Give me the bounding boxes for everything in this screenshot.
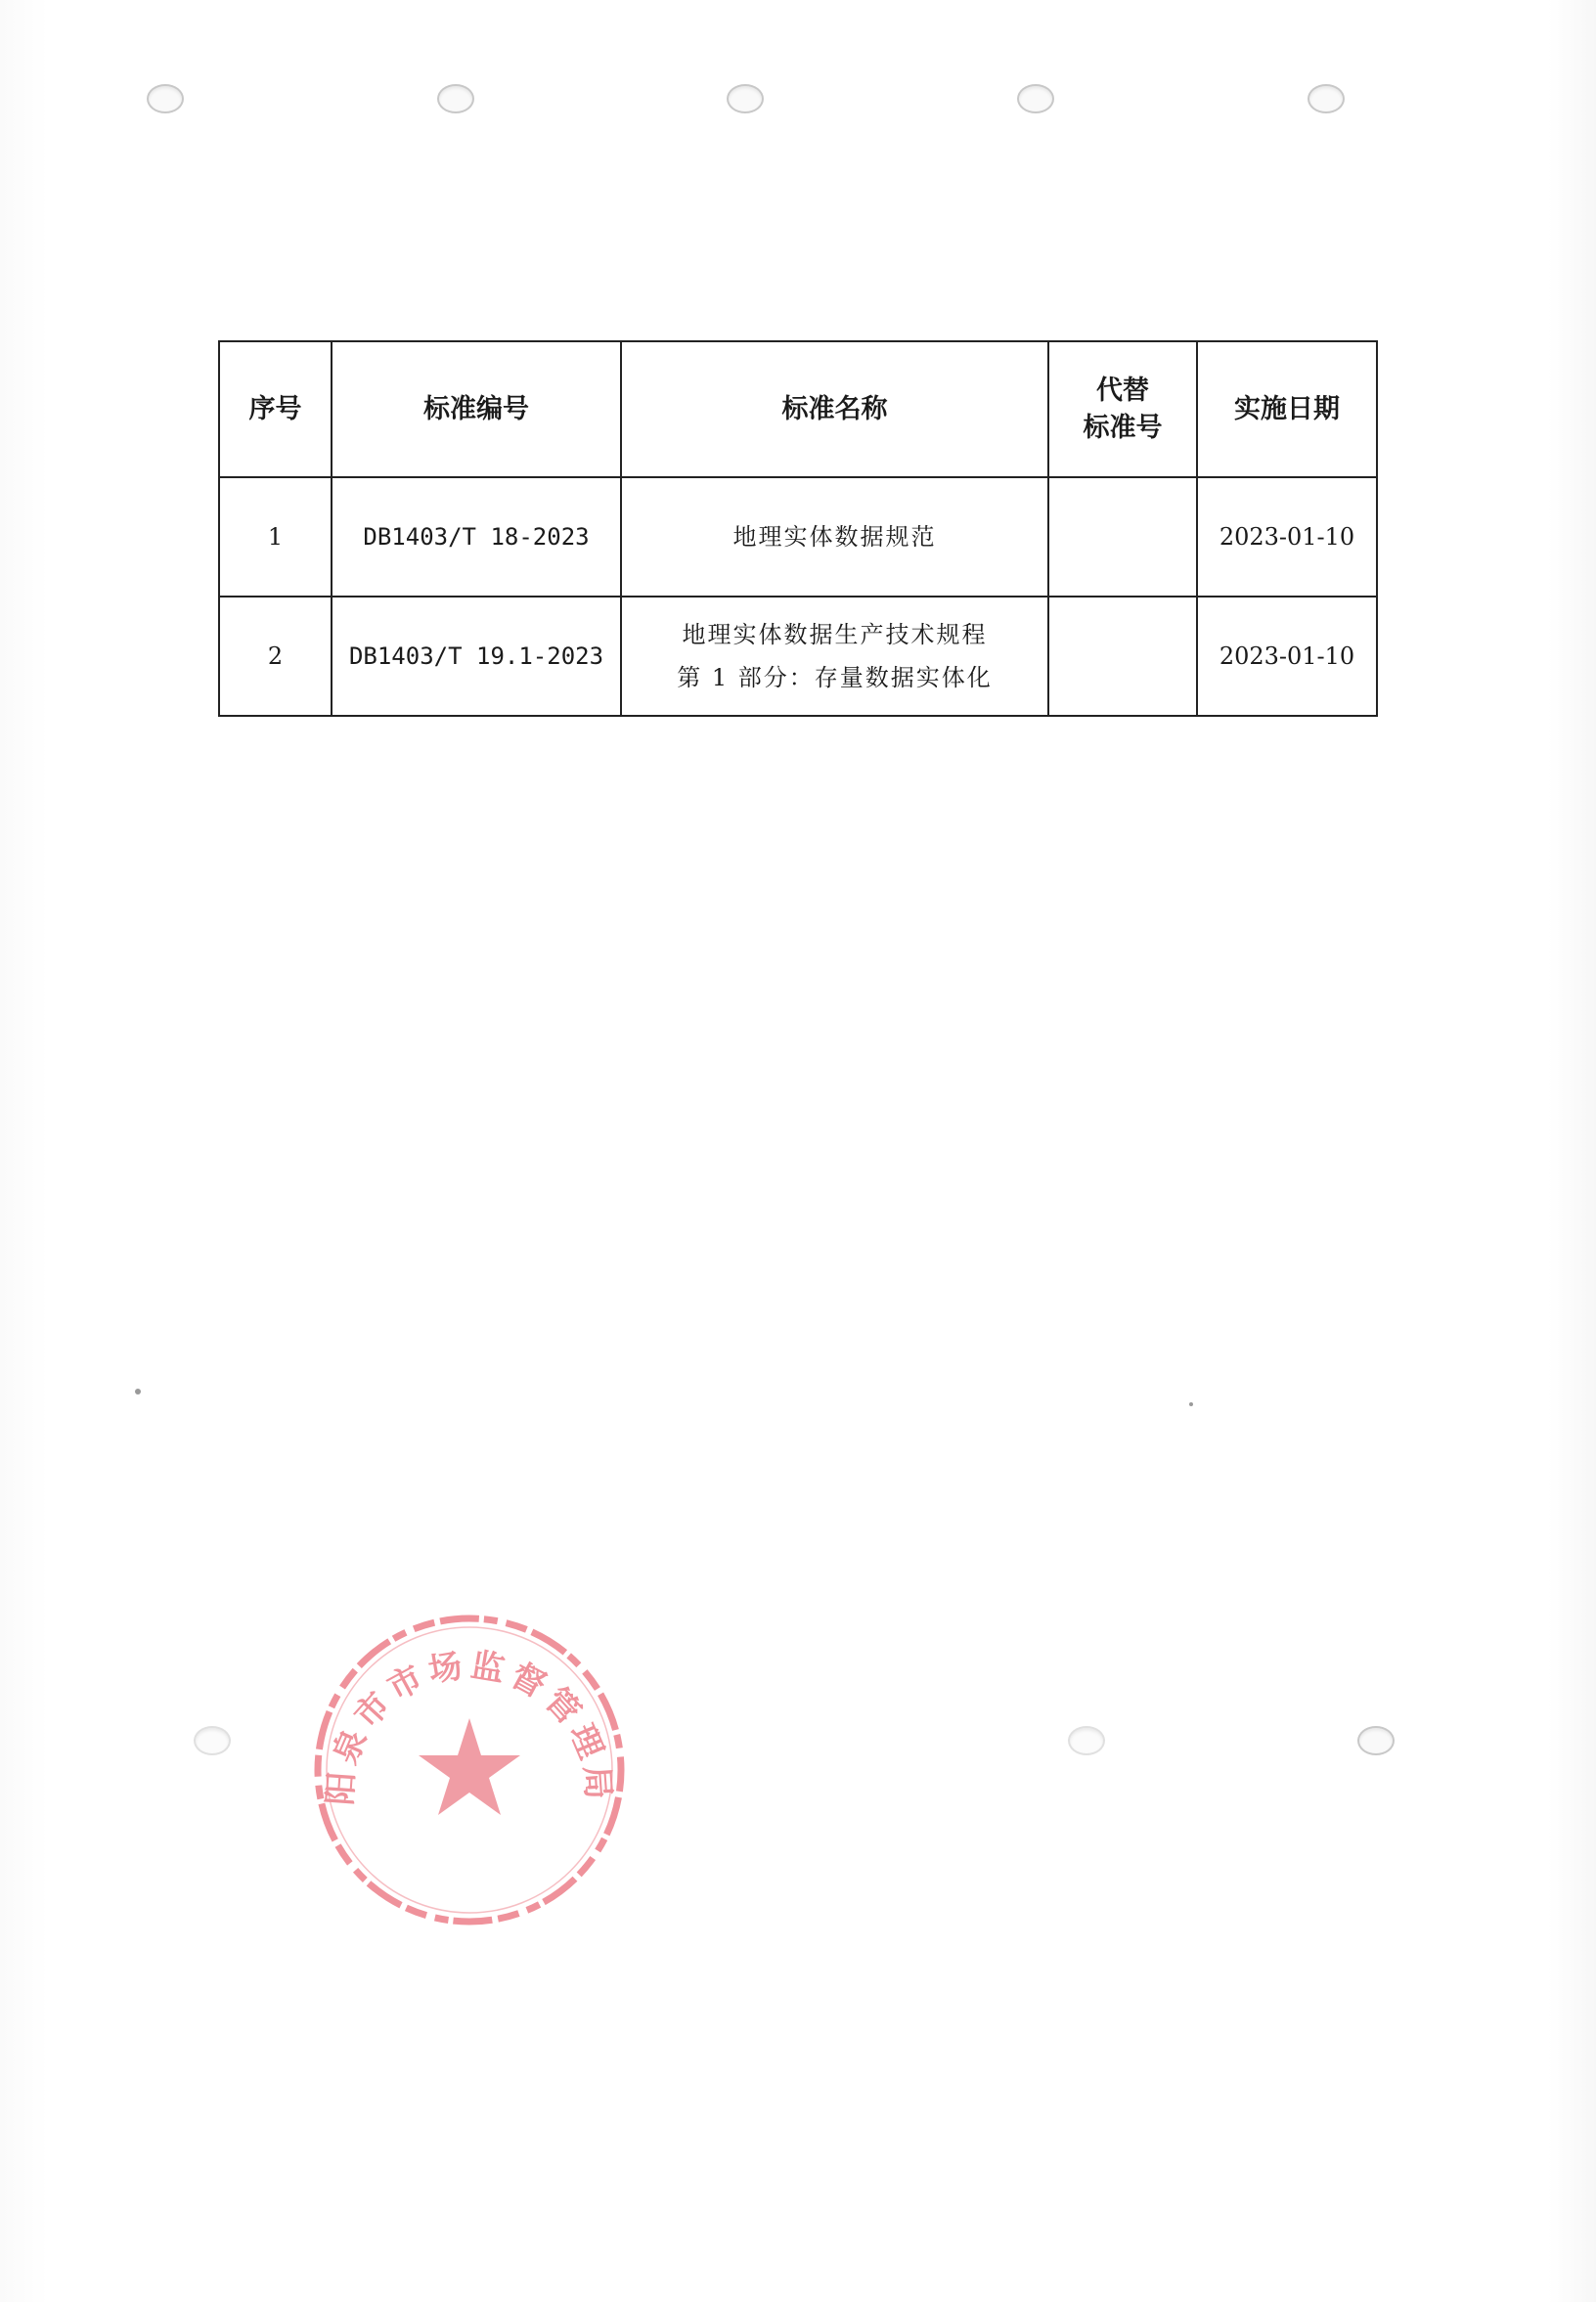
header-seq: 序号 <box>219 341 332 477</box>
header-replaced <box>1048 341 1197 477</box>
punch-hole <box>1308 84 1345 113</box>
cell-std-name-line1: 地理实体数据规范 <box>732 523 937 551</box>
cell-date: 2023-01-10 <box>1197 477 1377 597</box>
header-date: 实施日期 <box>1197 341 1377 477</box>
punch-hole <box>1017 84 1054 113</box>
seal-text: 阳泉市市场监督管理局 <box>320 1645 619 1807</box>
header-std-no: 标准编号 <box>332 341 621 477</box>
scan-speck <box>135 1389 141 1394</box>
cell-replaced <box>1048 597 1197 716</box>
punch-hole <box>437 84 474 113</box>
cell-std-name-line1: 地理实体数据生产技术规程 <box>682 621 988 648</box>
cell-seq: 1 <box>219 477 332 597</box>
header-replaced-line1: 代替 <box>1096 375 1149 406</box>
table-row <box>219 477 1377 597</box>
seal-star-icon <box>419 1718 520 1815</box>
table-row <box>219 597 1377 716</box>
cell-std-name-line2: 第 1 部分：存量数据实体化 <box>677 664 993 691</box>
cell-date: 2023-01-10 <box>1197 597 1377 716</box>
cell-std-no: DB1403/T 19.1-2023 <box>332 597 621 716</box>
punch-hole <box>147 84 184 113</box>
punch-hole <box>1357 1726 1395 1755</box>
cell-replaced <box>1048 477 1197 597</box>
punch-hole <box>727 84 764 113</box>
cell-std-name <box>621 477 1048 597</box>
scan-speck <box>1189 1402 1193 1406</box>
punch-hole <box>1068 1726 1105 1755</box>
cell-std-name <box>621 597 1048 716</box>
punch-hole <box>194 1726 231 1755</box>
standards-table <box>218 340 1378 717</box>
table-header-row <box>219 341 1377 477</box>
header-replaced-line2: 标准号 <box>1083 412 1163 443</box>
official-seal <box>308 1609 631 1931</box>
header-std-name: 标准名称 <box>621 341 1048 477</box>
cell-seq: 2 <box>219 597 332 716</box>
cell-std-no: DB1403/T 18-2023 <box>332 477 621 597</box>
